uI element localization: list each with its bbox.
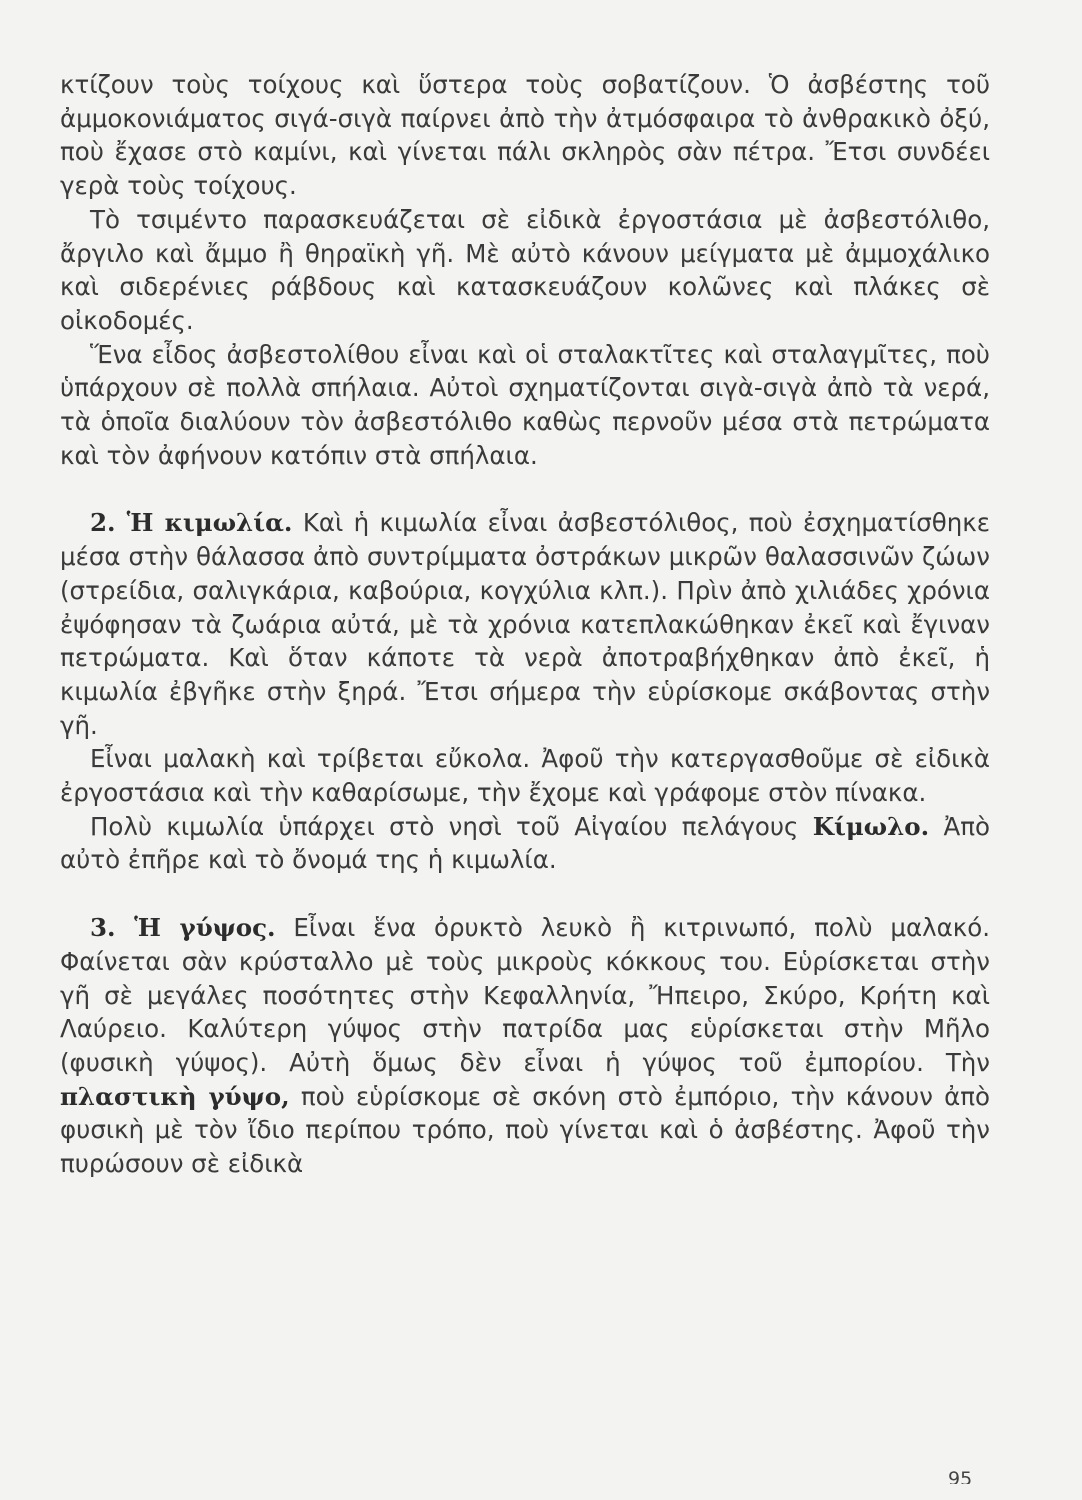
kimolos-bold-name: Κίμωλο.	[812, 811, 930, 841]
section-chalk-heading: Ἡ κιμωλία.	[126, 508, 293, 538]
kimolos-text-before: Πολὺ κιμωλία ὑπάρχει στὸ νησὶ τοῦ Αἰγαίου πελάγους	[90, 811, 813, 841]
section-chalk-text: Καὶ ἡ κιμωλία εἶναι ἀσβεστόλιθος, ποὺ ἐσχηματίσθηκε μέσα στὴν θάλασσα ἀπὸ συντρίμματα ὀστράκων μικρῶν θαλασσινῶν ζώων (στρείδια, σαλιγκάρια, καβούρια, κογχύλια κλπ.). Πρὶν ἀπὸ χιλιάδες χρόνια ἐψόφησαν τὰ ζωάρια αὐτά, μὲ τὰ χρόνια κατεπλακώθηκαν ἐκεῖ καὶ ἔγιναν πετρώματα. Καὶ ὅταν κάποτε τὰ νερὰ ἀποτραβήχθηκαν ἀπὸ ἐκεῖ, ἡ κιμωλία ἐβγῆκε στὴν ξηρά. Ἔτσι σήμερα τὴν εὑρίσκομε σκάβοντας στὴν γῆ.	[60, 508, 990, 740]
section-gypsum-text-before: Εἶναι ἕνα ὀρυκτὸ λευκὸ ἢ κιτρινωπό, πολὺ μαλακό. Φαίνεται σὰν κρύσταλλο μὲ τοὺς μικροὺς κόκκους του. Εὑρίσκεται στὴν γῆ σὲ μεγάλες ποσότητες στὴν Κεφαλληνία, Ἤπειρο, Σκύρο, Κρήτη καὶ Λαύρειο. Καλύτερη γύψος στὴν πατρίδα μας εὑρίσκεται στὴν Μῆλο (φυσικὴ γύψος). Αὐτὴ ὅμως δὲν εἶναι ἡ γύψος τοῦ ἐμπορίου. Τὴν	[60, 913, 990, 1077]
book-page-text	[60, 68, 990, 1181]
section-gap	[60, 472, 990, 506]
section-gypsum-paragraph	[60, 911, 990, 1181]
section-gypsum-text-after: ποὺ εὑρίσκομε σὲ σκόνη στὸ ἐμπόριο, τὴν κάνουν ἀπὸ φυσικὴ μὲ τὸν ἴδιο περίπου τρόπο, ποὺ γίνεται καὶ ὁ ἀσβέστης. Ἀφοῦ τὴν πυρώσουν σὲ εἰδικὰ	[60, 1081, 990, 1179]
page-number: 95	[948, 1468, 973, 1484]
section-gap	[60, 877, 990, 911]
paragraph-plaster: κτίζουν τοὺς τοίχους καὶ ὕστερα τοὺς σοβατίζουν. Ὁ ἀσβέστης τοῦ ἀμμοκονιάματος σιγά-σιγὰ παίρνει ἀπὸ τὴν ἀτμόσφαιρα τὸ ἀνθρακικὸ ὀξύ, ποὺ ἔχασε στὸ καμίνι, καὶ γίνεται πάλι σκληρὸς σὰν πέτρα. Ἔτσι συνδέει γερὰ τοὺς τοίχους.	[60, 70, 990, 201]
section-chalk-number: 2.	[90, 508, 127, 538]
paragraph-stalactites: Ἕνα εἶδος ἀσβεστολίθου εἶναι καὶ οἱ σταλακτῖτες καὶ σταλαγμῖτες, ποὺ ὑπάρχουν σὲ πολλὰ σπήλαια. Αὐτοὶ σχηματίζονται σιγὰ-σιγὰ ἀπὸ τὰ νερά, τὰ ὁποῖα διαλύουν τὸν ἀσβεστόλιθο καθὼς περνοῦν μέσα στὰ πετρώματα καὶ τὸν ἀφήνουν κατόπιν στὰ σπήλαια.	[60, 339, 990, 470]
paragraph-cement: Τὸ τσιμέντο παρασκευάζεται σὲ εἰδικὰ ἐργοστάσια μὲ ἀσβεστόλιθο, ἄργιλο καὶ ἄμμο ἢ θηραϊκὴ γῆ. Μὲ αὐτὸ κάνουν μείγματα μὲ ἀμμοχάλικο καὶ σιδερένιες ράβδους καὶ κατασκευάζουν κολῶνες καὶ πλάκες σὲ οἰκοδομές.	[60, 204, 990, 335]
paragraph-kimolos	[60, 810, 990, 877]
section-chalk-paragraph	[60, 506, 990, 742]
section-gypsum-heading: Ἡ γύψος.	[134, 913, 276, 943]
paragraph-chalk-use: Εἶναι μαλακὴ καὶ τρίβεται εὔκολα. Ἀφοῦ τὴν κατεργασθοῦμε σὲ εἰδικὰ ἐργοστάσια καὶ τὴν καθαρίσωμε, τὴν ἔχομε καὶ γράφομε στὸν πίνακα.	[60, 744, 990, 808]
kimolos-text-after: Ἀπὸ αὐτὸ ἐπῆρε καὶ τὸ ὄνομά της ἡ κιμωλία.	[60, 811, 990, 875]
section-gypsum-number: 3.	[90, 913, 135, 943]
section-gypsum-bold-term: πλαστικὴ γύψο,	[60, 1081, 290, 1111]
